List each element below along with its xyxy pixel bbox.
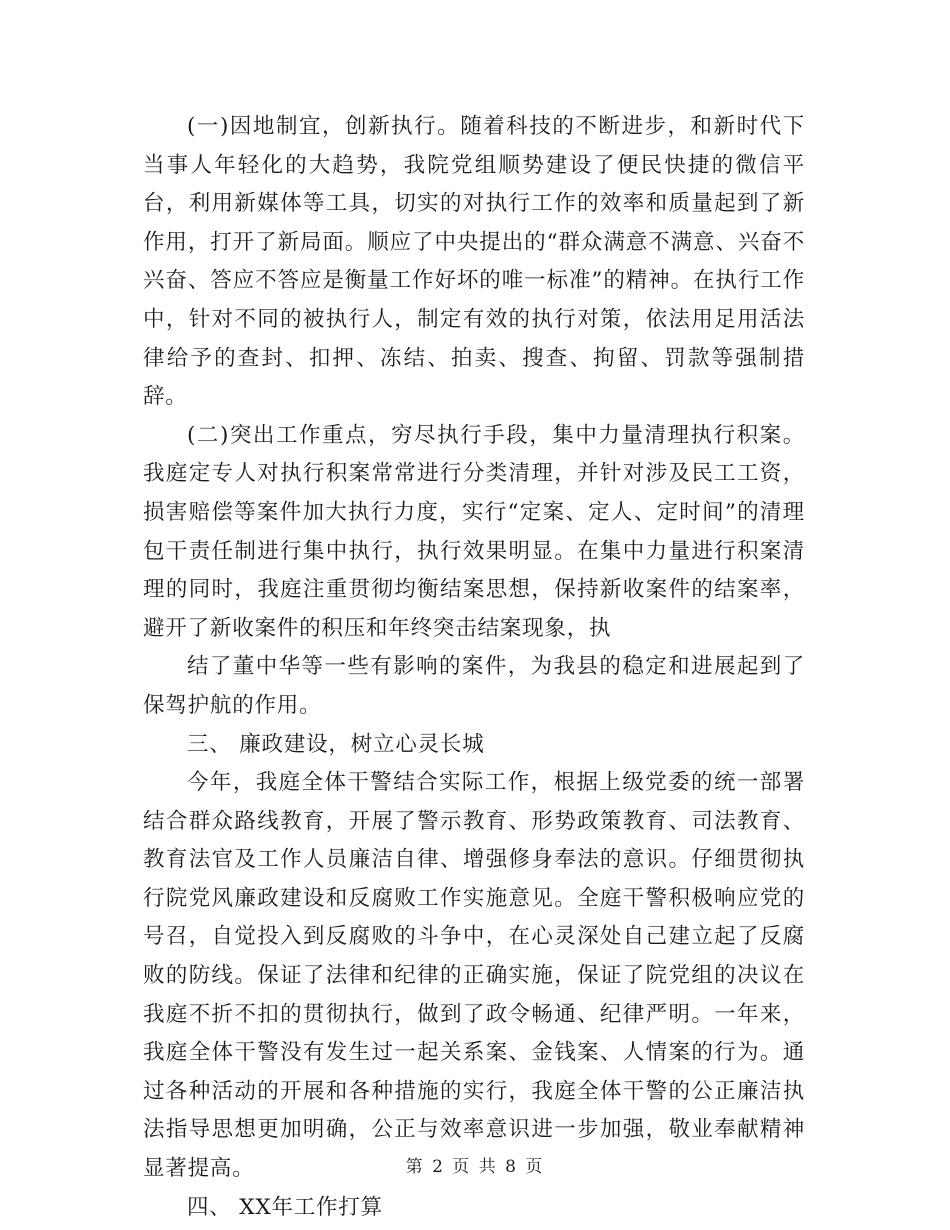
paragraph-integrity-building: 今年，我庭全体干警结合实际工作，根据上级党委的统一部署结合群众路线教育，开展了警示教育、形势政策教育、司法教育、教育法官及工作人员廉洁自律、增强修身奉法的意识。仔细贯彻执行院党风廉政建设和反腐败工作实施意见。全庭干警积极响应党的号召，自觉投入到反腐败的斗争中，在心灵深处自己建立起了反腐败的防线。保证了法律和纪律的正确实施，保证了院党组的决议在我庭不折不扣的贯彻执行，做到了政令畅通、纪律严明。一年来，我庭全体干警没有发生过一起关系案、金钱案、人情案的行为。通过各种活动的开展和各种措施的实行，我庭全体干警的公正廉洁执法指导思想更加明确，公正与效率意识进一步加强，敬业奉献精神显著提高。	[143, 770, 805, 1182]
section-heading-work-plan: 四、 XX年工作打算	[187, 1194, 383, 1220]
document-body	[143, 108, 805, 1227]
paragraph-innovative-execution: (一)因地制宜，创新执行。随着科技的不断进步，和新时代下当事人年轻化的大趋势，我院党组顺势建设了便民快捷的微信平台，利用新媒体等工具，切实的对执行工作的效率和质量起到了新作用，打开了新局面。顺应了中央提出的“群众满意不满意、兴奋不兴奋、答应不答应是衡量工作好坏的唯一标准”的精神。在执行工作中，针对不同的被执行人，制定有效的执行对策，依法用足用活法律给予的查封、扣押、冻结、拍卖、搜查、拘留、罚款等强制措辞。	[143, 114, 805, 410]
section-heading-integrity: 三、 廉政建设，树立心灵长城	[187, 731, 485, 757]
paragraph-focus-key-work: (二)突出工作重点，穷尽执行手段，集中力量清理执行积案。我庭定专人对执行积案常常进行分类清理，并针对涉及民工工资，损害赔偿等案件加大执行力度，实行“定案、定人、定时间”的清理包干责任制进行集中执行，执行效果明显。在集中力量进行积案清理的同时，我庭注重贯彻均衡结案思想，保持新收案件的结案率，避开了新收案件的积压和年终突击结案现象，执	[143, 422, 805, 641]
page-number-footer: 第 2 页 共 8 页	[405, 1157, 545, 1177]
paragraph-case-conclusion: 结了董中华等一些有影响的案件，为我县的稳定和进展起到了保驾护航的作用。	[143, 654, 805, 718]
